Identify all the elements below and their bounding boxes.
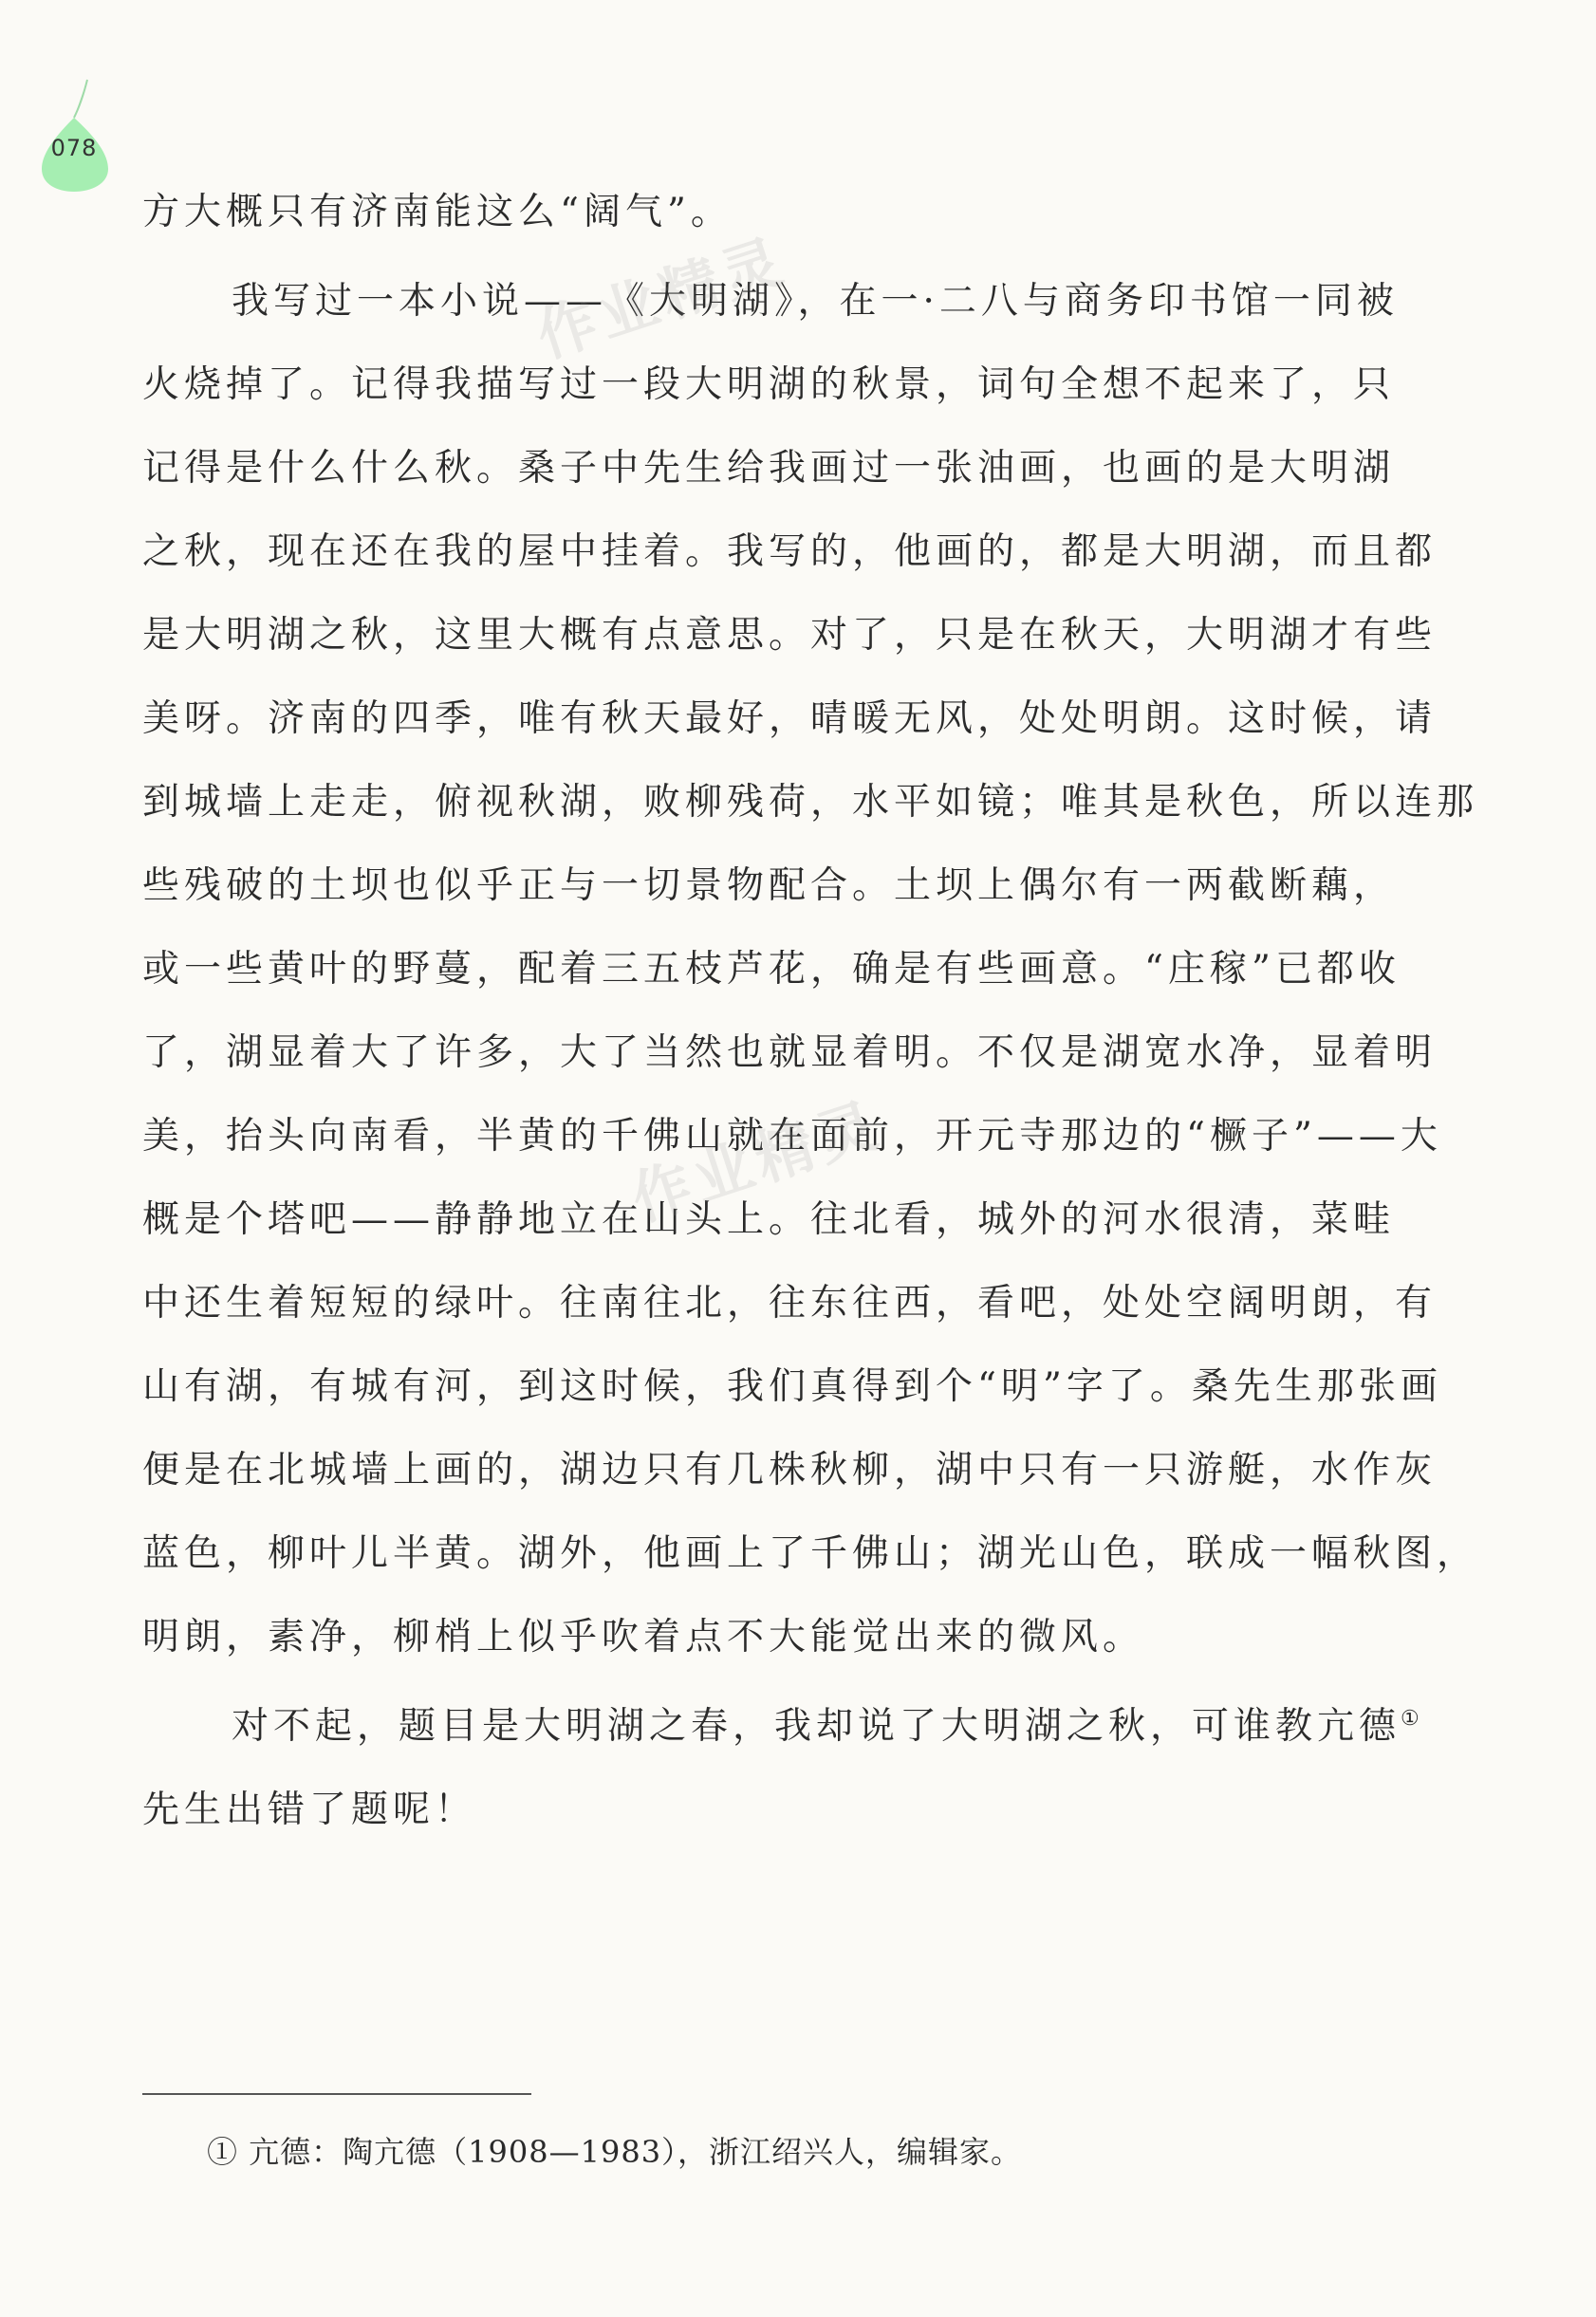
text-line: 是大明湖之秋，这里大概有点意思。对了，只是在秋天，大明湖才有些 <box>142 614 1438 657</box>
text-line: 到城墙上走走，俯视秋湖，败柳残荷，水平如镜；唯其是秋色，所以连那 <box>142 781 1479 824</box>
text-line: 先生出错了题呢！ <box>142 1789 477 1831</box>
text-line: 便是在北城墙上画的，湖边只有几株秋柳，湖中只有一只游艇，水作灰 <box>142 1449 1438 1492</box>
text-line: 美，抬头向南看，半黄的千佛山就在面前，开元寺那边的“橛子”——大 <box>142 1115 1442 1158</box>
article-body <box>142 171 1479 1852</box>
text-line: 记得是什么什么秋。桑子中先生给我画过一张油画，也画的是大明湖 <box>142 447 1396 490</box>
text-line: 或一些黄叶的野蔓，配着三五枝芦花，确是有些画意。“庄稼”已都收 <box>142 948 1401 991</box>
page-number-badge <box>36 78 112 192</box>
text-line <box>142 1685 1452 1769</box>
text-line: 些残破的土坝也似乎正与一切景物配合。土坝上偶尔有一两截断藕， <box>142 864 1396 907</box>
text-line: 了，湖显着大了许多，大了当然也就显着明。不仅是湖宽水净，显着明 <box>142 1031 1438 1074</box>
text-line: 火烧掉了。记得我描写过一段大明湖的秋景，词句全想不起来了，只 <box>142 363 1396 406</box>
page-number: 078 <box>50 135 98 161</box>
text-line: 山有湖，有城有河，到这时候，我们真得到个“明”字了。桑先生那张画 <box>142 1365 1442 1408</box>
text-line: 之秋，现在还在我的屋中挂着。我写的，他画的，都是大明湖，而且都 <box>142 530 1438 573</box>
text-line: 明朗，素净，柳梢上似乎吹着点不大能觉出来的微风。 <box>142 1616 1145 1659</box>
footnote-marker[interactable]: ① <box>1401 1707 1420 1731</box>
text-line: 概是个塔吧——静静地立在山头上。往北看，城外的河水很清，菜畦 <box>142 1198 1396 1241</box>
text-line-content: 对不起，题目是大明湖之春，我却说了大明湖之秋，可谁教亢德 <box>232 1705 1401 1748</box>
text-line: 蓝色，柳叶儿半黄。湖外，他画上了千佛山；湖光山色，联成一幅秋图， <box>142 1532 1479 1575</box>
footnote-divider <box>142 2093 531 2095</box>
text-line: 中还生着短短的绿叶。往南往北，往东往西，看吧，处处空阔明朗，有 <box>142 1282 1438 1325</box>
text-line: 美呀。济南的四季，唯有秋天最好，晴暖无风，处处明朗。这时候，请 <box>142 697 1438 740</box>
text-line: 方大概只有济南能这么“阔气”。 <box>142 191 733 233</box>
text-line: 我写过一本小说——《大明湖》，在一·二八与商务印书馆一同被 <box>232 280 1399 323</box>
watermark: 作业精灵 <box>528 225 796 371</box>
footnote: ① 亢德：陶亢德（1908—1983），浙江绍兴人，编辑家。 <box>207 2134 1023 2170</box>
watermark: 作业精灵 <box>622 1088 891 1234</box>
